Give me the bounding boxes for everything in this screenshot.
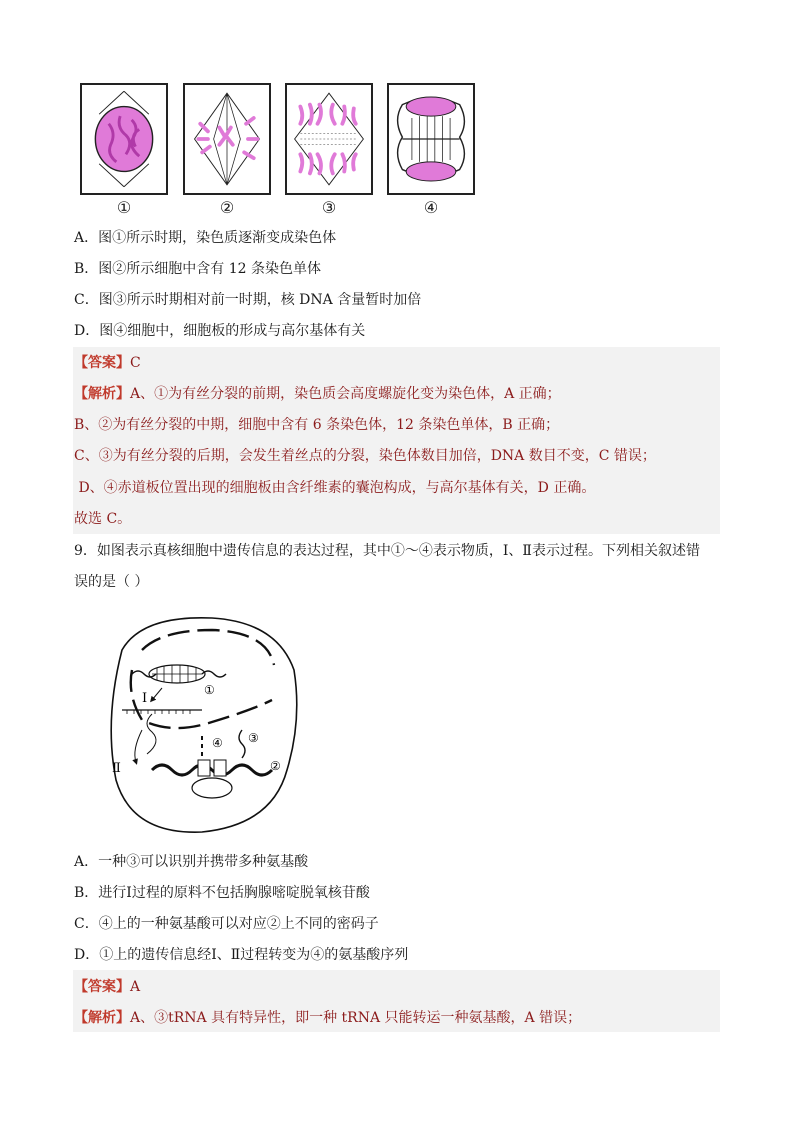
q9-stem-line2: 误的是（ ） xyxy=(74,574,149,590)
mitosis-cell-telophase xyxy=(387,83,475,195)
mitosis-cell-metaphase xyxy=(183,83,271,195)
answer-value: C xyxy=(130,355,141,371)
label-m2: ② xyxy=(270,759,281,773)
cell-label-4: ④ xyxy=(423,198,439,217)
q9-option-c: C．④上的一种氨基酸可以对应②上不同的密码子 xyxy=(74,916,379,932)
q8-analysis-c: C、③为有丝分裂的后期，会发生着丝点的分裂，染色体数目加倍，DNA 数目不变，C 错误； xyxy=(74,448,656,464)
q8-conclusion: 故选 C。 xyxy=(74,511,132,527)
q9-analysis-a: 【解析】A、③tRNA 具有特异性，即一种 tRNA 只能转运一种氨基酸，A 错误； xyxy=(74,1010,582,1026)
cell-label-1: ① xyxy=(116,198,132,217)
answer-label: 【答案】 xyxy=(74,355,130,371)
label-m1: ① xyxy=(204,683,215,697)
q8-option-d: D．图④细胞中，细胞板的形成与高尔基体有关 xyxy=(74,323,366,339)
q9-option-a: A．一种③可以识别并携带多种氨基酸 xyxy=(74,854,309,870)
cell-label-3: ③ xyxy=(321,198,337,217)
mitosis-cell-anaphase xyxy=(285,83,373,195)
q8-option-a: A．图①所示时期，染色质逐渐变成染色体 xyxy=(74,230,337,246)
answer-value: A xyxy=(130,979,141,995)
mitosis-cell-prophase xyxy=(80,83,168,195)
q9-option-d: D．①上的遗传信息经Ⅰ、Ⅱ过程转变为④的氨基酸序列 xyxy=(74,947,409,963)
q8-option-b: B．图②所示细胞中含有 12 条染色单体 xyxy=(74,261,322,277)
answer-label: 【答案】 xyxy=(74,979,130,995)
q8-answer-block xyxy=(73,347,720,534)
analysis-label: 【解析】 xyxy=(74,1010,130,1026)
label-process-1: Ⅰ xyxy=(142,691,148,706)
label-m4: ④ xyxy=(212,736,223,750)
q8-answer xyxy=(74,353,141,373)
label-m3: ③ xyxy=(248,731,259,745)
q8-analysis-d: D、④赤道板位置出现的细胞板由含纤维素的囊泡构成，与高尔基体有关，D 正确。 xyxy=(74,480,596,496)
q8-analysis-a: 【解析】A、①为有丝分裂的前期，染色质会高度螺旋化变为染色体，A 正确； xyxy=(74,386,561,402)
analysis-label: 【解析】 xyxy=(74,386,130,402)
cell-label-2: ② xyxy=(219,198,235,217)
q8-analysis-b: B、②为有丝分裂的中期，细胞中含有 6 条染色体，12 条染色单体，B 正确； xyxy=(74,417,560,433)
q9-stem-line1: 9．如图表示真核细胞中遗传信息的表达过程，其中①～④表示物质，Ⅰ、Ⅱ表示过程。下列相关叙述错 xyxy=(74,543,700,559)
q9-option-b: B．进行Ⅰ过程的原料不包括胸腺嘧啶脱氧核苷酸 xyxy=(74,885,370,901)
label-process-2: Ⅱ xyxy=(112,761,121,776)
gene-expression-figure xyxy=(102,610,302,840)
q9-answer xyxy=(74,977,140,997)
mitosis-figure-row xyxy=(80,83,480,215)
q8-option-c: C．图③所示时期相对前一时期，核 DNA 含量暂时加倍 xyxy=(74,292,422,308)
